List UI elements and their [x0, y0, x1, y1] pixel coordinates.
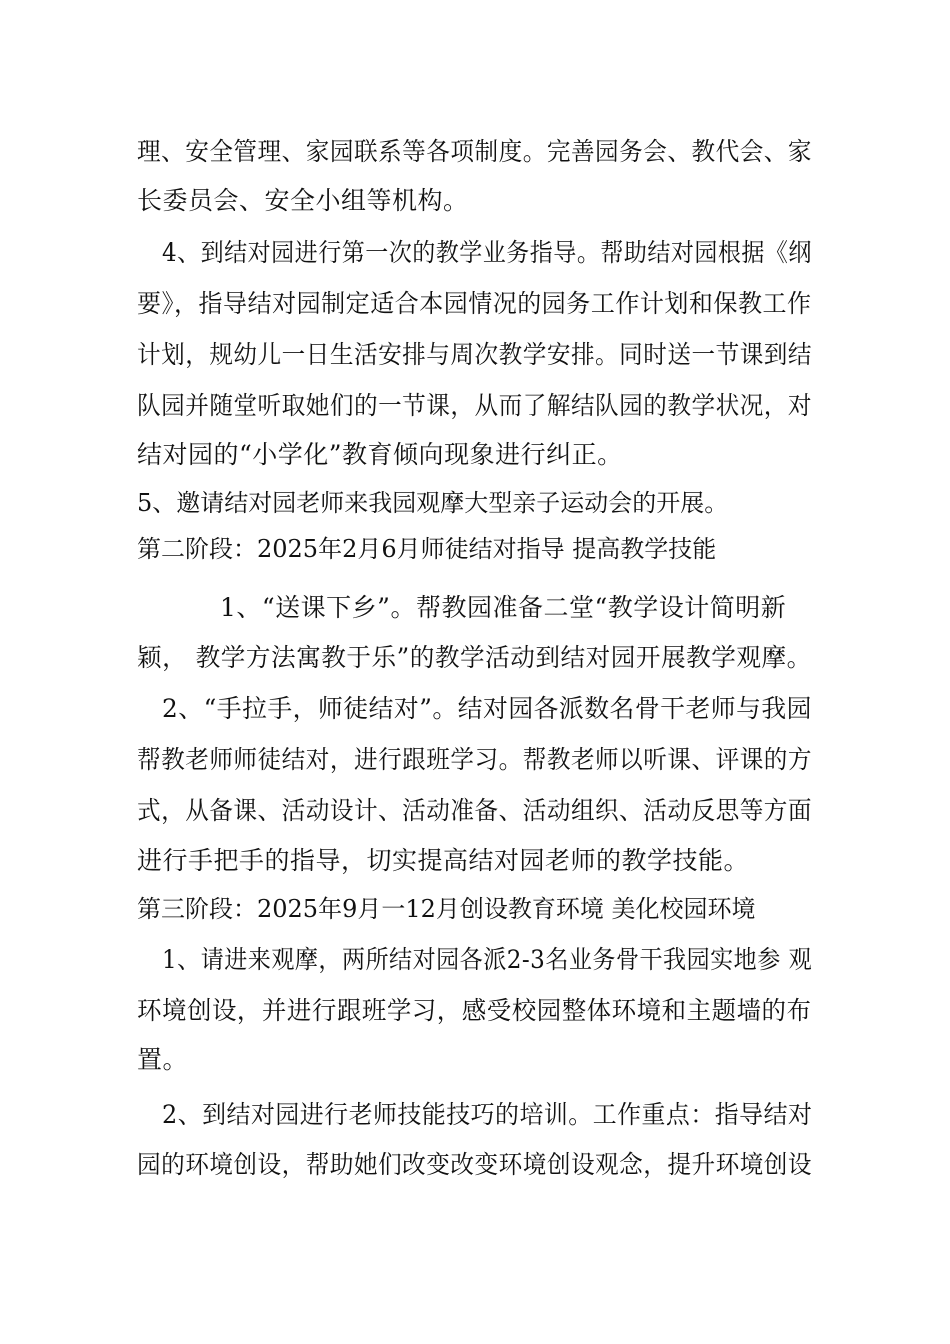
text-line: 1、“送课下乡”。帮教园准备二堂“教学设计简明新	[220, 593, 787, 622]
text-line: 置。	[137, 1045, 189, 1074]
text-line: 要》，指导结对园制定适合本园情况的园务工作计划和保教工作	[137, 289, 812, 318]
text-line: 计划，规幼儿一日生活安排与周次教学安排。同时送一节课到结	[137, 340, 813, 369]
text-line: 帮教老师师徒结对，进行跟班学习。帮教老师以听课、评课的方	[137, 745, 813, 774]
text-line: 4、到结对园进行第一次的教学业务指导。帮助结对园根据《纲	[162, 238, 812, 267]
section-heading: 第三阶段：2025年9月一12月创设教育环境 美化校园环境	[137, 895, 756, 923]
text-line: 1、请进来观摩，两所结对园各派2-3名业务骨干我园实地参 观	[162, 945, 813, 974]
text-line: 5、邀请结对园老师来我园观摩大型亲子运动会的开展。	[137, 489, 729, 517]
section-heading: 第二阶段：2025年2月6月师徒结对指导 提高教学技能	[137, 535, 717, 563]
text-line: 队园并随堂听取她们的一节课，从而了解结队园的教学状况，对	[137, 391, 813, 420]
text-line: 进行手把手的指导，切实提高结对园老师的教学技能。	[137, 846, 750, 875]
text-line: 2、“手拉手，师徒结对”。结对园各派数名骨干老师与我园	[162, 694, 813, 723]
text-line: 理、安全管理、家园联系等各项制度。完善园务会、教代会、家	[137, 137, 813, 166]
text-line: 环境创设，并进行跟班学习，感受校园整体环境和主题墙的布	[137, 996, 812, 1025]
text-line: 式，从备课、活动设计、活动准备、活动组织、活动反思等方面	[137, 796, 813, 825]
text-line: 结对园的“小学化”教育倾向现象进行纠正。	[137, 440, 623, 469]
text-line: 2、到结对园进行老师技能技巧的培训。工作重点：指导结对	[162, 1100, 813, 1129]
text-line: 颖， 教学方法寓教于乐”的教学活动到结对园开展教学观摩。	[137, 643, 812, 672]
text-line: 长委员会、安全小组等机构。	[137, 186, 469, 215]
text-line: 园的环境创设，帮助她们改变改变环境创设观念，提升环境创设	[137, 1150, 813, 1179]
